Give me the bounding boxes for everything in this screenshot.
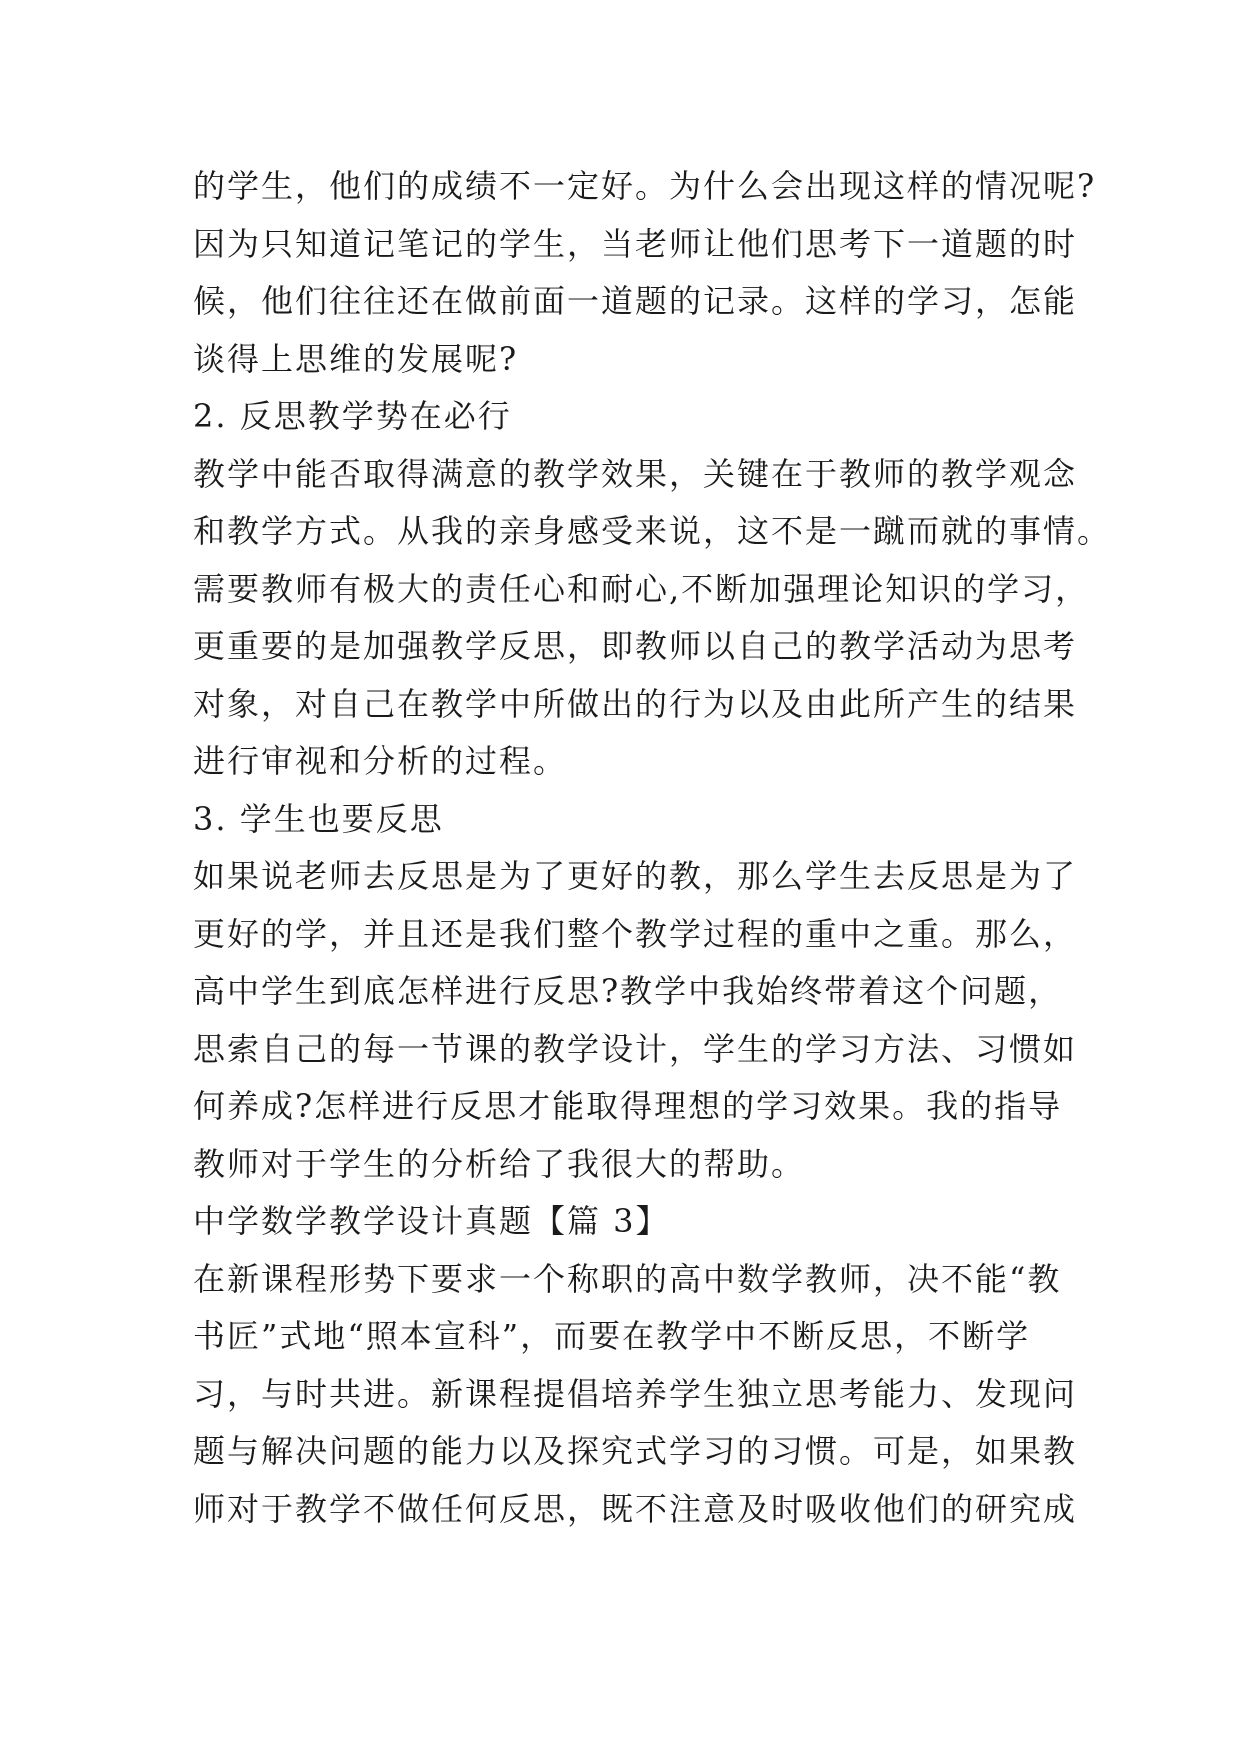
text-line: 进行审视和分析的过程。 (193, 742, 568, 780)
text-line: 谈得上思维的发展呢? (193, 339, 519, 378)
text-line: 更好的学，并且还是我们整个教学过程的重中之重。那么， (193, 914, 1078, 953)
section-heading: 2. 反思教学势在必行 (193, 397, 512, 435)
text-line: 对象，对自己在教学中所做出的行为以及由此所产生的结果 (193, 684, 1078, 723)
section-heading: 3. 学生也要反思 (193, 799, 444, 838)
article-heading: 中学数学教学设计真题【篇 3】 (193, 1202, 670, 1240)
text-line: 书匠”式地“照本宣科”，而要在教学中不断反思，不断学 (193, 1317, 1031, 1355)
text-line: 思索自己的每一节课的教学设计，学生的学习方法、习惯如 (193, 1029, 1078, 1068)
text-line: 师对于教学不做任何反思，既不注意及时吸收他们的研究成 (193, 1489, 1078, 1528)
text-line: 更重要的是加强教学反思，即教师以自己的教学活动为思考 (193, 627, 1078, 665)
text-line: 习，与时共进。新课程提倡培养学生独立思考能力、发现问 (193, 1374, 1078, 1413)
text-line: 和教学方式。从我的亲身感受来说，这不是一蹴而就的事情。 (193, 512, 1112, 550)
document-body (193, 158, 1112, 1538)
text-line: 教师对于学生的分析给了我很大的帮助。 (193, 1144, 806, 1183)
text-line: 的学生，他们的成绩不一定好。为什么会出现这样的情况呢? (193, 167, 1097, 205)
text-line: 如果说老师去反思是为了更好的教，那么学生去反思是为了 (193, 857, 1078, 895)
text-line: 候，他们往往还在做前面一道题的记录。这样的学习，怎能 (193, 282, 1078, 320)
text-line: 高中学生到底怎样进行反思?教学中我始终带着这个问题， (193, 972, 1063, 1010)
text-line: 需要教师有极大的责任心和耐心,不断加强理论知识的学习， (193, 569, 1090, 608)
text-line: 因为只知道记笔记的学生，当老师让他们思考下一道题的时 (193, 224, 1078, 263)
text-line: 何养成?怎样进行反思才能取得理想的学习效果。我的指导 (193, 1087, 1063, 1125)
text-line: 教学中能否取得满意的教学效果，关键在于教师的教学观念 (193, 454, 1078, 493)
text-line: 题与解决问题的能力以及探究式学习的习惯。可是，如果教 (193, 1432, 1078, 1470)
text-line: 在新课程形势下要求一个称职的高中数学教师，决不能“教 (193, 1259, 1062, 1298)
